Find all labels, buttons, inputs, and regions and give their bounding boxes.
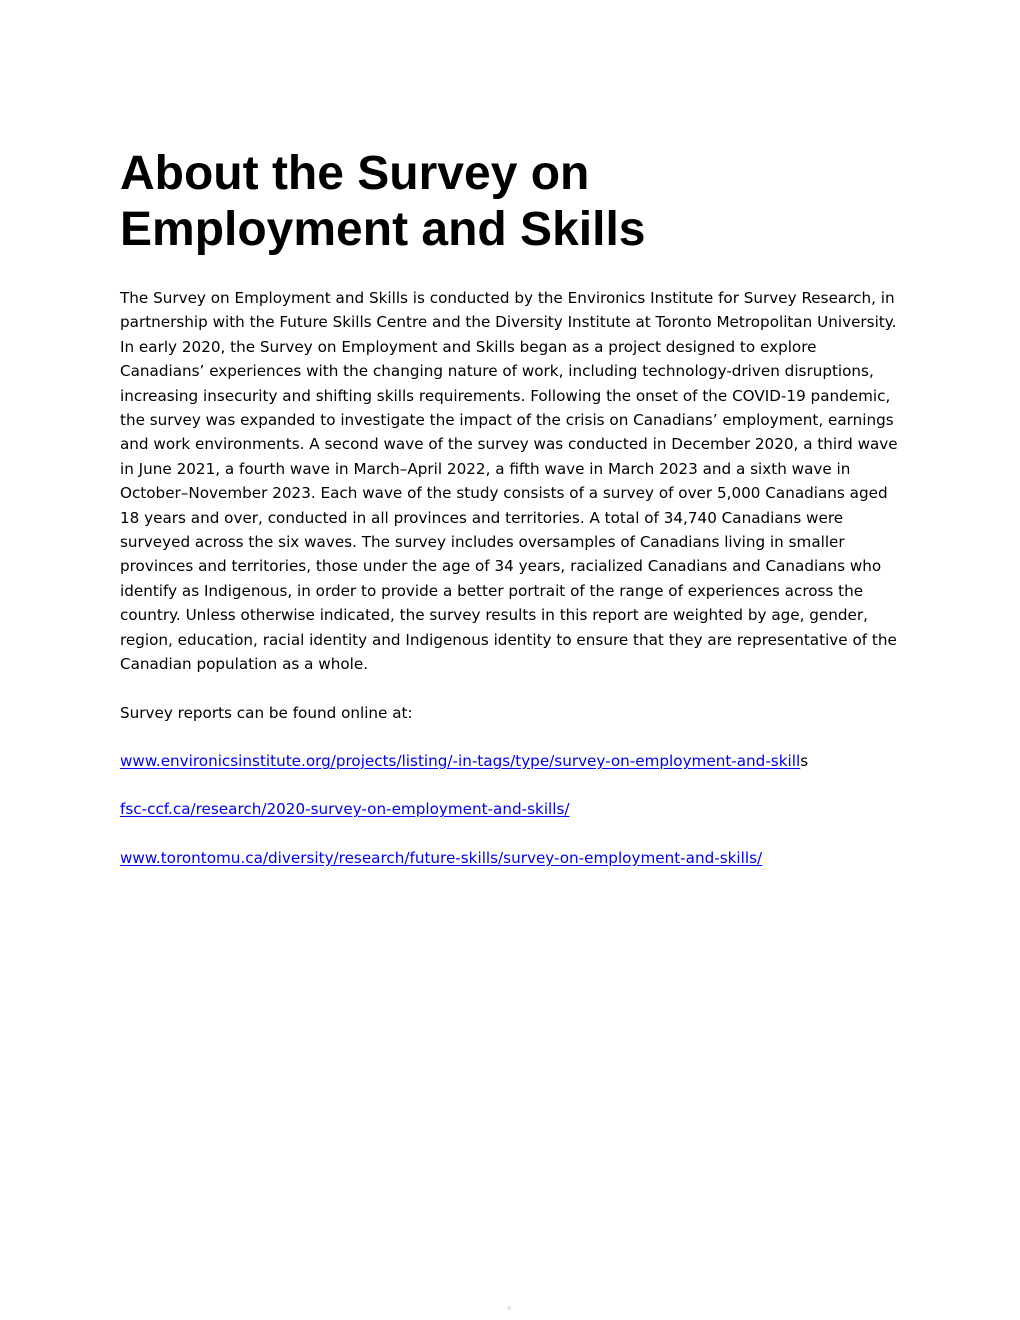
fsc-link-line (120, 797, 900, 821)
environics-link-line (120, 749, 900, 773)
reports-label: Survey reports can be found online at: (120, 703, 413, 722)
page-content (120, 146, 900, 870)
torontomu-link[interactable]: www.torontomu.ca/diversity/research/future-skills/survey-on-employment-and-skills/ (120, 848, 763, 867)
torontomu-link-line (120, 846, 900, 870)
fsc-link[interactable]: fsc-ccf.ca/research/2020-survey-on-employment-and-skills/ (120, 800, 570, 819)
environics-link[interactable]: www.environicsinstitute.org/projects/listing/-in-tags/type/survey-on-employment-and-skill (120, 751, 801, 770)
page-title-line-1: About the Survey on (120, 147, 590, 200)
page-title (120, 146, 900, 258)
environics-link-tail: s (800, 751, 809, 770)
footer-dot-mark (507, 1306, 511, 1310)
page-title-line-2: Employment and Skills (120, 203, 646, 256)
intro-paragraph: The Survey on Employment and Skills is conducted by the Environics Institute for Survey Research, in partnership with the Future Skills Centre and the Diversity Institute at Toronto Metropolitan University. In early 2020, the Survey on Employment and Skills began as a project designed to explore Canadians’ experiences with the changing nature of work, including technology-driven disruptions, increasing insecurity and shifting skills requirements. Following the onset of the COVID-19 pandemic, the survey was expanded to investigate the impact of the crisis on Canadians’ employment, earnings and work environments. A second wave of the survey was conducted in December 2020, a third wave in June 2021, a fourth wave in March–April 2022, a fifth wave in March 2023 and a sixth wave in October–November 2023. Each wave of the study consists of a survey of over 5,000 Canadians aged 18 years and over, conducted in all provinces and territories. A total of 34,740 Canadians were surveyed across the six waves. The survey includes oversamples of Canadians living in smaller provinces and territories, those under the age of 34 years, racialized Canadians and Canadians who identify as Indigenous, in order to provide a better portrait of the range of experiences across the country. Unless otherwise indicated, the survey results in this report are weighted by age, gender, region, education, racial identity and Indigenous identity to ensure that they are representative of the Canadian population as a whole. (120, 289, 898, 674)
